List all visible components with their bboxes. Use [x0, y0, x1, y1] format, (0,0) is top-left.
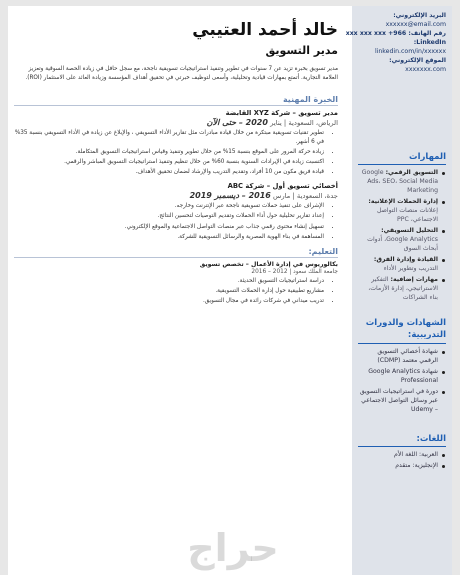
- job-entry-1: [14, 109, 338, 178]
- linkedin-label: LinkedIn:: [413, 38, 446, 46]
- phone-line: رقم الهاتف: 966+ xxx xxx xxx: [345, 29, 446, 37]
- bullet-item: • الإشراف على تنفيذ حملات تسويقية ناجحة عبر الإنترنت وخارجه.: [14, 202, 324, 211]
- skill-item: التحليل التسويقي: Google Analytics، أدوات أبحاث السوق: [358, 227, 446, 254]
- bullet-item: • قيادة فريق مكون من 10 أفراد، وتقديم التدريب والإرشاد لضمان تحقيق الأهداف.: [14, 168, 324, 177]
- bullet-item: • تسهيل إنشاء محتوى رقمي جذاب عبر منصات التواصل الاجتماعية والموقع الإلكتروني.: [14, 223, 324, 232]
- experience-heading: الخبرة المهنية: [14, 95, 338, 106]
- bullet-item: • زيادة حركة المرور على الموقع بنسبة 15% من خلال تطوير وتنفيذ وقياس استراتيجيات التسويق المتكاملة.: [14, 148, 324, 157]
- education-bullets: [14, 277, 338, 306]
- bullet-item: • مشاريع تطبيقية حول إدارة الحملات التسويقية.: [14, 287, 324, 296]
- bullet-item: • إعداد تقارير تحليلية حول أداء الحملات وتقديم التوصيات لتحسين النتائج.: [14, 212, 324, 221]
- job-title: أخصائي تسويق أول – شركة ABC: [227, 182, 338, 191]
- certs-list: [358, 348, 446, 415]
- watermark-logo: حراج: [187, 526, 279, 570]
- candidate-name: خالد أحمد العتيبي: [192, 20, 338, 40]
- cert-item: شهادة أخصائي التسويق الرقمي معتمد (CDMP): [358, 348, 446, 366]
- skills-heading: المهارات: [358, 151, 446, 165]
- website-value: xxxxxxx.com: [405, 65, 446, 73]
- skills-list: [358, 169, 446, 303]
- language-item: العربية: اللغة الأم: [358, 451, 446, 460]
- cert-item: دورة في استراتيجيات التسويق عبر وسائل التواصل الاجتماعي – Udemy: [358, 388, 446, 415]
- email-label: البريد الإلكتروني:: [393, 12, 446, 19]
- job-date: 2016 – ديسمبر 2019: [189, 191, 271, 201]
- bullet-item: • تطوير تقنيات تسويقية مبتكرة من خلال قيادة مبادرات مثل تقارير الأداء التسويقي ، والإبلاغ عن زيادة في الأداء التسويقي بنسبة 35% في 6 أشهر.: [14, 129, 324, 147]
- profile-summary: مدير تسويق بخبرة تزيد عن 7 سنوات في تطوير وتنفيذ استراتيجيات تسويقية ناجحة، مع سجل حافل في زيادة الحصة السوقية وتعزيز العلامة التجارية. أتمتع بمهارات قيادية وتحليلية، وأسعى لتوظيف خبرتي في تحقيق أهداف المؤسسة وزيادة العائد على الاستثمار (ROI).: [25, 66, 338, 81]
- skill-item: مهارات إضافية: التفكير الاستراتيجي، إدارة الأزمات، بناء الشراكات: [358, 276, 446, 303]
- job-place: الرياض، السعودية | يناير 2020 – حتى الآن: [206, 117, 338, 127]
- skill-item: القيادة وإدارة الفرق: التدريب وتطوير الأداء: [358, 256, 446, 274]
- job-title: مدير تسويق – شركة XYZ القابضة: [225, 108, 338, 117]
- languages-heading: اللغات:: [358, 433, 446, 447]
- certs-heading: الشهادات والدورات التدريبية:: [358, 317, 446, 344]
- job-date: 2020 – حتى الآن: [206, 117, 268, 127]
- resume-page: [8, 6, 452, 575]
- bullet-item: • المساهمة في بناء الهوية المصرية والرسائل التسويقية للشركة.: [14, 233, 324, 242]
- job-entry-2: [14, 182, 338, 242]
- job-bullets: [14, 129, 338, 178]
- bullet-item: • تدريب ميداني في شركات رائدة في مجال التسويق.: [14, 297, 324, 306]
- website-label: الموقع الإلكتروني:: [389, 56, 446, 64]
- email-value: xxxxxx@email.com: [385, 20, 446, 28]
- education-school: جامعة الملك سعود | 2012 – 2016: [251, 268, 338, 275]
- education-heading: التعليم:: [14, 247, 338, 258]
- job-bullets: [14, 202, 338, 242]
- resume-sidebar: [345, 6, 452, 575]
- resume-main: [8, 6, 346, 575]
- skill-item: إدارة الحملات الإعلانية: إعلانات منصات التواصل الاجتماعي، PPC: [358, 198, 446, 225]
- education-degree: بكالوريوس في إدارة الأعمال – تخصص تسويق: [199, 260, 338, 268]
- linkedin-value: linkedin.com/in/xxxxxx: [374, 47, 446, 55]
- job-place: جدة، السعودية | مارس 2016 – ديسمبر 2019: [189, 191, 338, 201]
- skill-item: التسويق الرقمي: Google Ads، SEO، Social Media Marketing: [358, 169, 446, 196]
- languages-list: [358, 451, 446, 471]
- bullet-item: • دراسة استراتيجيات التسويق الحديثة.: [14, 277, 324, 286]
- candidate-job-title: مدير التسويق: [265, 44, 338, 57]
- language-item: الإنجليزية: متقدم: [358, 462, 446, 471]
- bullet-item: • اكتسبت زيادة في الإيرادات السنوية بنسبة 60% من خلال تنظيم وتنفيذ استراتيجيات التسويق المباشر والرقمي.: [14, 158, 324, 167]
- cert-item: شهادة Google Analytics Professional: [358, 368, 446, 386]
